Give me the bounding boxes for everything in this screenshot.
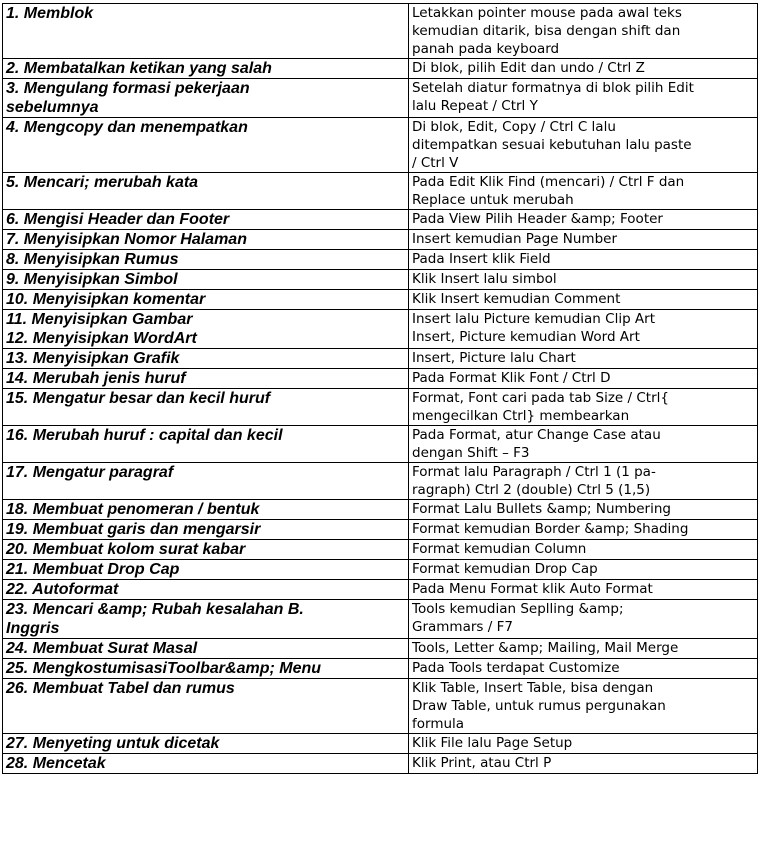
instruction-line: Pada Insert klik Field bbox=[412, 251, 551, 267]
instruction-cell bbox=[409, 500, 758, 520]
task-line: 26. Membuat Tabel dan rumus bbox=[6, 680, 235, 697]
task-line: 2. Membatalkan ketikan yang salah bbox=[6, 60, 272, 77]
task-line: sebelumnya bbox=[6, 99, 99, 116]
task-cell bbox=[3, 520, 409, 540]
instruction-cell bbox=[409, 290, 758, 310]
instruction-line: Replace untuk merubah bbox=[412, 192, 574, 208]
task-cell bbox=[3, 754, 409, 774]
task-cell bbox=[3, 580, 409, 600]
table-row bbox=[3, 520, 758, 540]
task-cell bbox=[3, 349, 409, 369]
task-line: 15. Mengatur besar dan kecil huruf bbox=[6, 390, 271, 407]
instruction-line: Pada View Pilih Header &amp; Footer bbox=[412, 211, 663, 227]
task-cell bbox=[3, 734, 409, 754]
instruction-cell bbox=[409, 600, 758, 639]
instruction-line: panah pada keyboard bbox=[412, 41, 560, 57]
instruction-cell bbox=[409, 369, 758, 389]
instruction-cell bbox=[409, 560, 758, 580]
instruction-line: Format, Font cari pada tab Size / Ctrl{ bbox=[412, 390, 669, 406]
task-line: 4. Mengcopy dan menempatkan bbox=[6, 119, 248, 136]
table-row bbox=[3, 540, 758, 560]
instruction-line: Format Lalu Bullets &amp; Numbering bbox=[412, 501, 671, 517]
table-row bbox=[3, 560, 758, 580]
table-row bbox=[3, 250, 758, 270]
task-line: 16. Merubah huruf : capital dan kecil bbox=[6, 427, 283, 444]
table-row bbox=[3, 79, 758, 118]
instruction-line: Insert, Picture kemudian Word Art bbox=[412, 329, 640, 345]
instruction-line: Insert kemudian Page Number bbox=[412, 231, 618, 247]
instruction-cell bbox=[409, 79, 758, 118]
task-line: 8. Menyisipkan Rumus bbox=[6, 251, 179, 268]
instruction-cell bbox=[409, 270, 758, 290]
task-cell bbox=[3, 173, 409, 210]
table-row bbox=[3, 754, 758, 774]
instruction-cell bbox=[409, 754, 758, 774]
task-line: 10. Menyisipkan komentar bbox=[6, 291, 206, 308]
task-line: 19. Membuat garis dan mengarsir bbox=[6, 521, 261, 538]
task-cell bbox=[3, 79, 409, 118]
task-line: 1. Memblok bbox=[6, 5, 94, 22]
task-cell bbox=[3, 4, 409, 59]
instruction-line: Klik Insert lalu simbol bbox=[412, 271, 557, 287]
task-line: 21. Membuat Drop Cap bbox=[6, 561, 180, 578]
instruction-line: Letakkan pointer mouse pada awal teks bbox=[412, 5, 682, 21]
instruction-line: lalu Repeat / Ctrl Y bbox=[412, 98, 538, 114]
task-cell bbox=[3, 290, 409, 310]
table-row bbox=[3, 59, 758, 79]
instruction-line: Insert, Picture lalu Chart bbox=[412, 350, 576, 366]
instruction-line: Tools kemudian Seplling &amp; bbox=[412, 601, 624, 617]
table-row bbox=[3, 290, 758, 310]
instruction-line: Pada Edit Klik Find (mencari) / Ctrl F dan bbox=[412, 174, 685, 190]
task-cell bbox=[3, 118, 409, 173]
instruction-line: Format kemudian Border &amp; Shading bbox=[412, 521, 689, 537]
task-cell bbox=[3, 560, 409, 580]
table-row bbox=[3, 173, 758, 210]
instruction-cell bbox=[409, 4, 758, 59]
task-line: 25. MengkostumisasiToolbar&amp; Menu bbox=[6, 660, 322, 677]
task-cell bbox=[3, 59, 409, 79]
table-row bbox=[3, 600, 758, 639]
instruction-line: Format kemudian Column bbox=[412, 541, 587, 557]
task-line: 14. Merubah jenis huruf bbox=[6, 370, 186, 387]
instruction-line: Di blok, pilih Edit dan undo / Ctrl Z bbox=[412, 60, 645, 76]
table-row bbox=[3, 310, 758, 349]
instruction-cell bbox=[409, 580, 758, 600]
instruction-cell bbox=[409, 659, 758, 679]
instruction-line: mengecilkan Ctrl} membearkan bbox=[412, 408, 630, 424]
table-row bbox=[3, 734, 758, 754]
task-line: 11. Menyisipkan Gambar bbox=[6, 311, 193, 328]
table-row bbox=[3, 463, 758, 500]
table-row bbox=[3, 210, 758, 230]
task-cell bbox=[3, 679, 409, 734]
task-cell bbox=[3, 270, 409, 290]
table-row bbox=[3, 679, 758, 734]
task-cell bbox=[3, 426, 409, 463]
table-row bbox=[3, 426, 758, 463]
task-cell bbox=[3, 540, 409, 560]
instruction-line: Pada Menu Format klik Auto Format bbox=[412, 581, 653, 597]
instruction-line: Grammars / F7 bbox=[412, 619, 513, 635]
instruction-cell bbox=[409, 679, 758, 734]
task-cell bbox=[3, 250, 409, 270]
instruction-line: Format lalu Paragraph / Ctrl 1 (1 pa- bbox=[412, 464, 656, 480]
instruction-line: Di blok, Edit, Copy / Ctrl C lalu bbox=[412, 119, 616, 135]
task-line: 13. Menyisipkan Grafik bbox=[6, 350, 180, 367]
instruction-cell bbox=[409, 639, 758, 659]
instruction-line: Insert lalu Picture kemudian Clip Art bbox=[412, 311, 656, 327]
instruction-cell bbox=[409, 59, 758, 79]
task-cell bbox=[3, 659, 409, 679]
instruction-cell bbox=[409, 520, 758, 540]
instruction-cell bbox=[409, 230, 758, 250]
instruction-cell bbox=[409, 540, 758, 560]
instruction-cell bbox=[409, 210, 758, 230]
table-row bbox=[3, 349, 758, 369]
table-row bbox=[3, 639, 758, 659]
instruction-line: Pada Format, atur Change Case atau bbox=[412, 427, 661, 443]
task-line: 22. Autoformat bbox=[6, 581, 119, 598]
instruction-cell bbox=[409, 389, 758, 426]
instruction-line: Setelah diatur formatnya di blok pilih Edit bbox=[412, 80, 694, 96]
instruction-cell bbox=[409, 426, 758, 463]
instruction-cell bbox=[409, 250, 758, 270]
instruction-line: Pada Tools terdapat Customize bbox=[412, 660, 620, 676]
instruction-line: Tools, Letter &amp; Mailing, Mail Merge bbox=[412, 640, 679, 656]
table-row bbox=[3, 369, 758, 389]
instruction-cell bbox=[409, 310, 758, 349]
task-line: 7. Menyisipkan Nomor Halaman bbox=[6, 231, 247, 248]
table-row bbox=[3, 659, 758, 679]
task-line: 9. Menyisipkan Simbol bbox=[6, 271, 178, 288]
task-cell bbox=[3, 463, 409, 500]
instruction-line: Draw Table, untuk rumus pergunakan bbox=[412, 698, 666, 714]
table-row bbox=[3, 500, 758, 520]
task-line: 23. Mencari &amp; Rubah kesalahan B. bbox=[6, 601, 304, 618]
instruction-line: Format kemudian Drop Cap bbox=[412, 561, 598, 577]
instruction-table bbox=[2, 3, 758, 774]
table-row bbox=[3, 270, 758, 290]
task-line: 5. Mencari; merubah kata bbox=[6, 174, 199, 191]
task-line: 17. Mengatur paragraf bbox=[6, 464, 174, 481]
table-row bbox=[3, 230, 758, 250]
instruction-cell bbox=[409, 734, 758, 754]
instruction-line: Klik Insert kemudian Comment bbox=[412, 291, 621, 307]
table-row bbox=[3, 118, 758, 173]
instruction-line: formula bbox=[412, 716, 465, 732]
task-line: 6. Mengisi Header dan Footer bbox=[6, 211, 230, 228]
task-cell bbox=[3, 369, 409, 389]
instruction-line: kemudian ditarik, bisa dengan shift dan bbox=[412, 23, 681, 39]
task-line: 28. Mencetak bbox=[6, 755, 106, 772]
task-cell bbox=[3, 600, 409, 639]
task-line: 12. Menyisipkan WordArt bbox=[6, 330, 197, 347]
instruction-cell bbox=[409, 173, 758, 210]
instruction-cell bbox=[409, 463, 758, 500]
task-cell bbox=[3, 389, 409, 426]
table-row bbox=[3, 389, 758, 426]
instruction-cell bbox=[409, 118, 758, 173]
instruction-line: ragraph) Ctrl 2 (double) Ctrl 5 (1,5) bbox=[412, 482, 651, 498]
task-line: 20. Membuat kolom surat kabar bbox=[6, 541, 246, 558]
instruction-line: Pada Format Klik Font / Ctrl D bbox=[412, 370, 611, 386]
task-cell bbox=[3, 500, 409, 520]
table-row bbox=[3, 580, 758, 600]
instruction-line: / Ctrl V bbox=[412, 155, 459, 171]
task-cell bbox=[3, 230, 409, 250]
instruction-line: Klik File lalu Page Setup bbox=[412, 735, 573, 751]
task-cell bbox=[3, 310, 409, 349]
instruction-line: Klik Print, atau Ctrl P bbox=[412, 755, 552, 771]
task-line: 3. Mengulang formasi pekerjaan bbox=[6, 80, 250, 97]
instruction-line: dengan Shift – F3 bbox=[412, 445, 530, 461]
task-cell bbox=[3, 210, 409, 230]
task-cell bbox=[3, 639, 409, 659]
task-line: 24. Membuat Surat Masal bbox=[6, 640, 198, 657]
task-line: 18. Membuat penomeran / bentuk bbox=[6, 501, 260, 518]
task-line: Inggris bbox=[6, 620, 60, 637]
instruction-cell bbox=[409, 349, 758, 369]
task-line: 27. Menyeting untuk dicetak bbox=[6, 735, 220, 752]
instruction-line: Klik Table, Insert Table, bisa dengan bbox=[412, 680, 654, 696]
instruction-line: ditempatkan sesuai kebutuhan lalu paste bbox=[412, 137, 692, 153]
table-row bbox=[3, 4, 758, 59]
